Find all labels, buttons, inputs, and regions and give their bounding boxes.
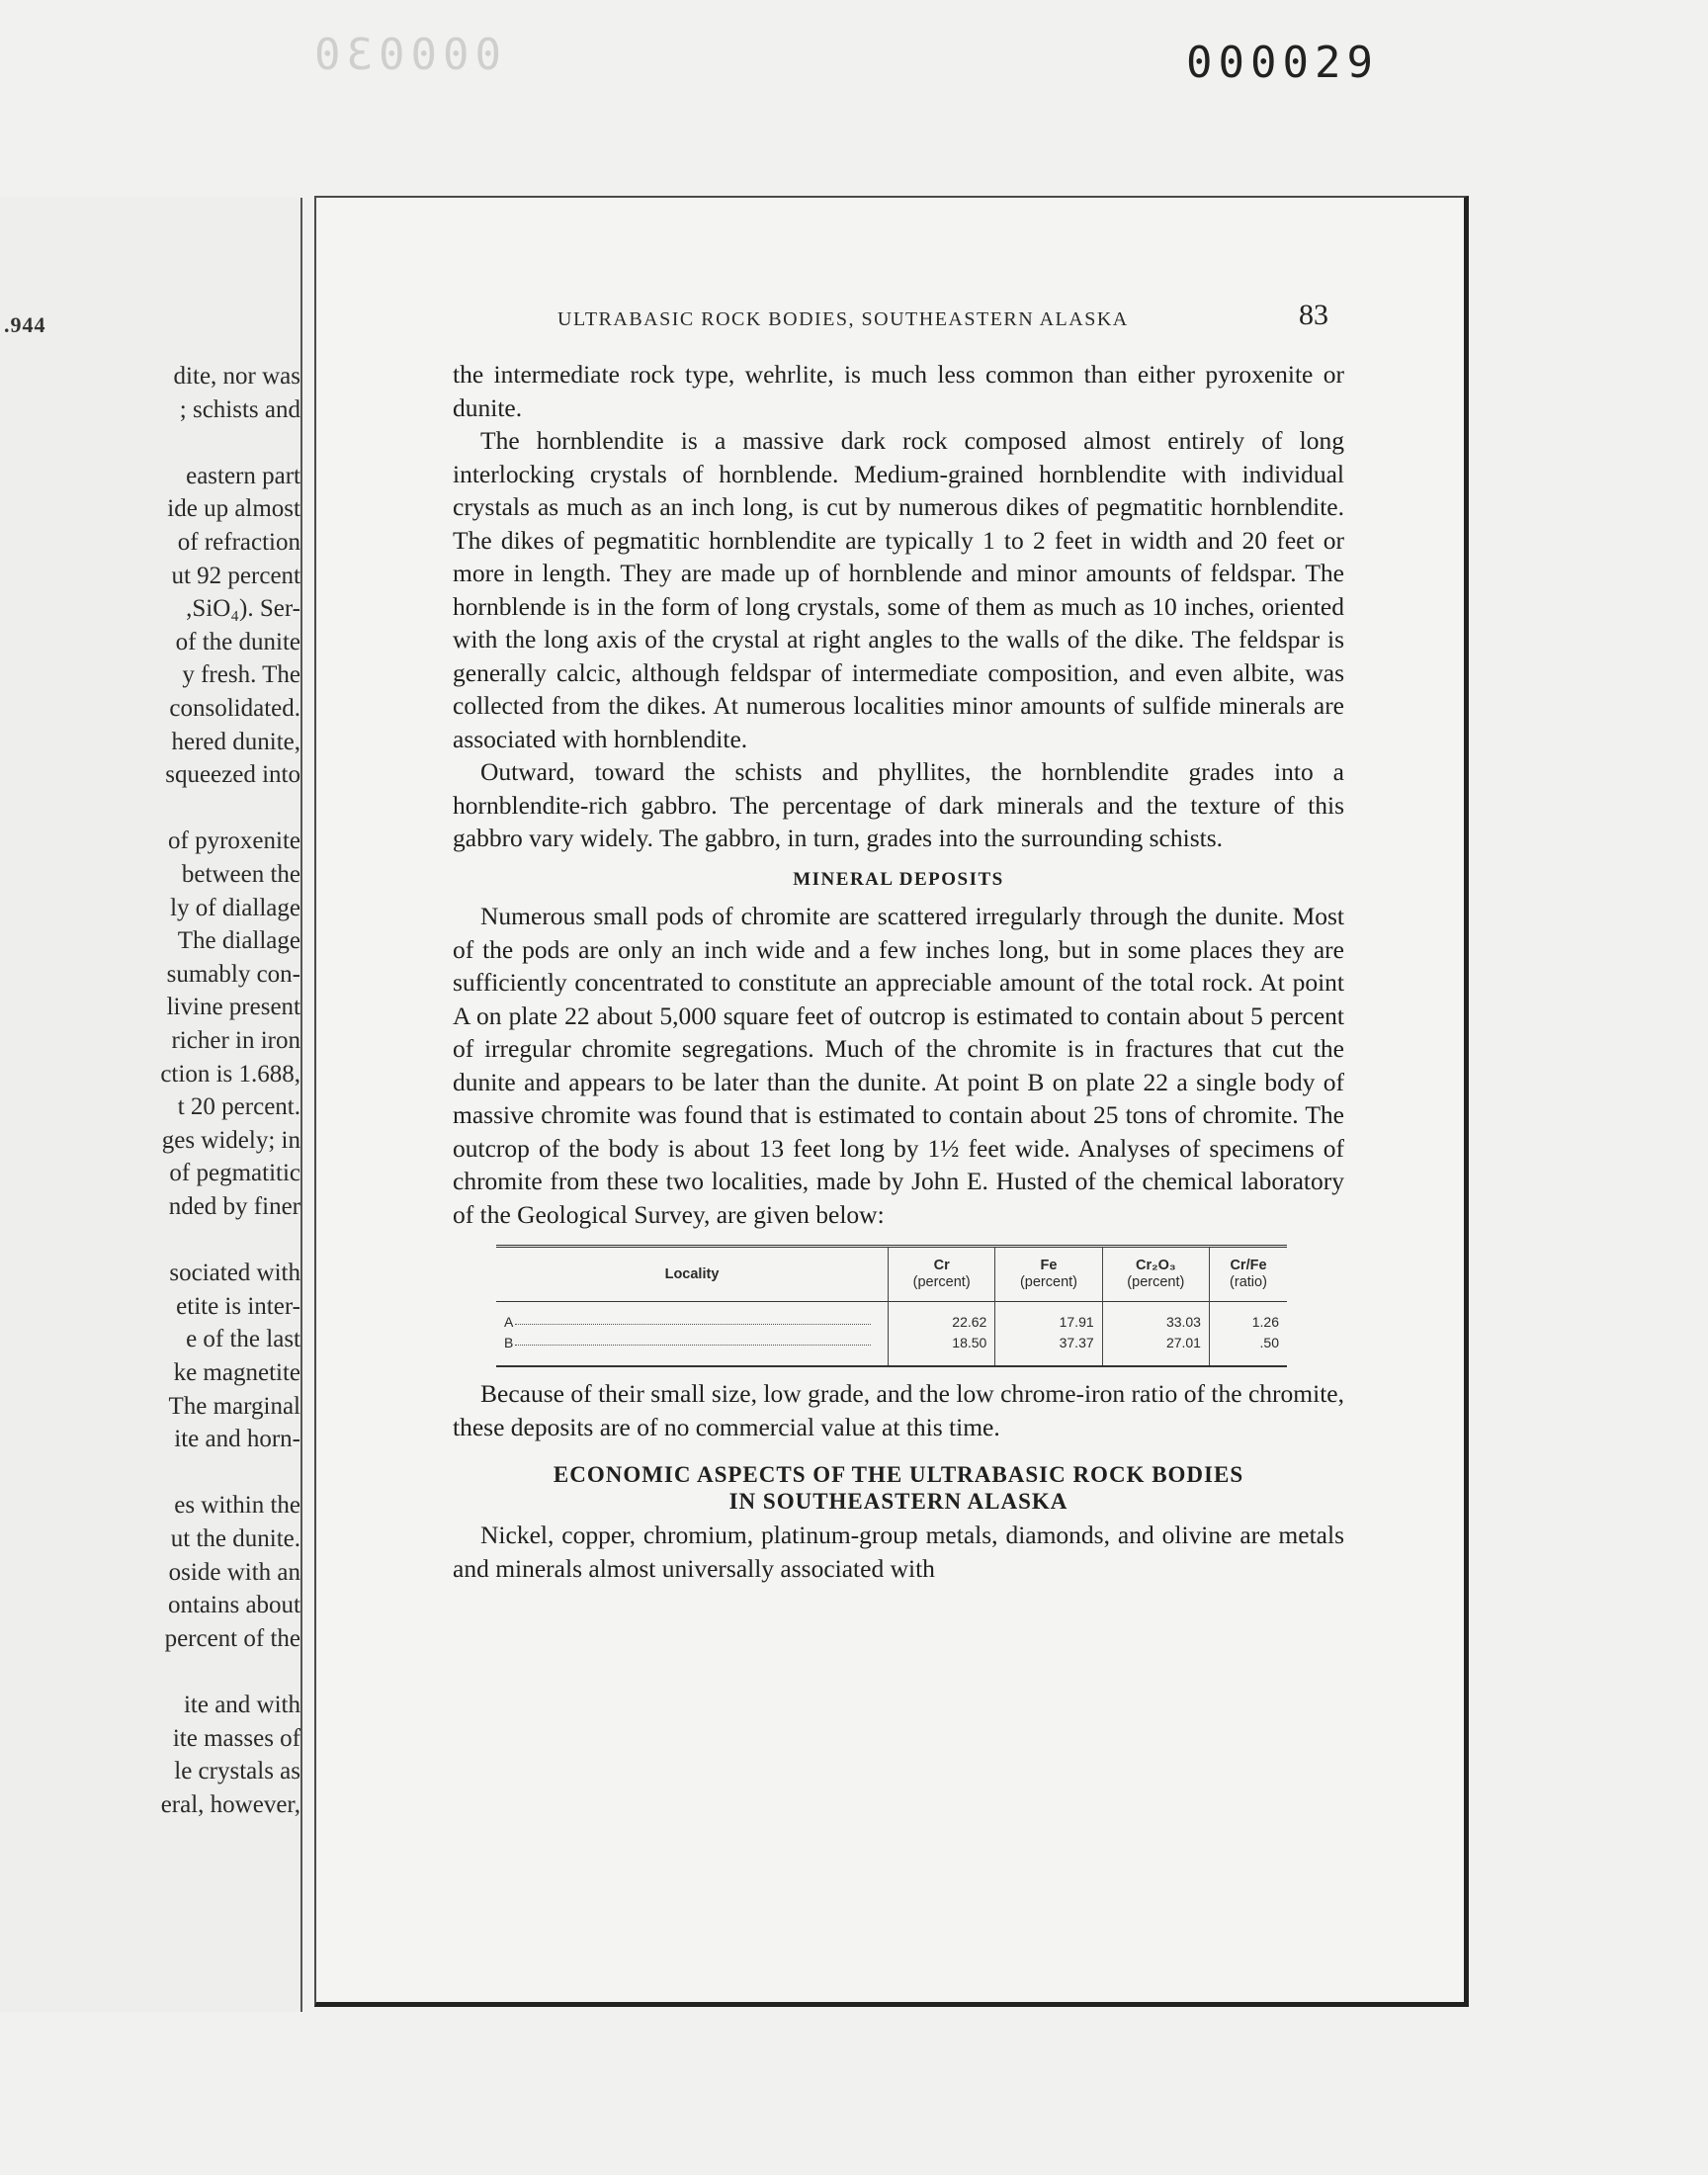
left-page-text-line: The marginal: [168, 1392, 300, 1420]
paragraph: Outward, toward the schists and phyllites, the hornblendite grades into a hornblendite-rich gabbro. The percentage of dark minerals and the texture of this gabbro vary widely. The gabbro, in turn, grades into the surrounding schists.: [453, 757, 1344, 852]
left-page-text-line: ke magnetite: [173, 1359, 300, 1386]
running-head: ULTRABASIC ROCK BODIES, SOUTHEASTERN ALASKA: [557, 308, 1129, 330]
column-header-cr: Cr (percent): [889, 1247, 995, 1302]
cell-fe: 17.91: [995, 1302, 1102, 1334]
left-page-text-line: ; schists and: [179, 395, 300, 423]
left-page-text-line: richer in iron: [171, 1027, 300, 1054]
column-header-ratio: Cr/Fe (ratio): [1209, 1247, 1287, 1302]
left-page-text-line: hered dunite,: [171, 728, 300, 755]
chromite-analyses-table: [496, 1245, 1287, 1367]
left-page-text-line: The diallage: [177, 927, 300, 955]
left-page-text-line: ction is 1.688,: [160, 1060, 300, 1088]
left-page-text-line: ut the dunite.: [170, 1525, 300, 1552]
document-page: [314, 196, 1469, 2007]
cell-cr: 18.50: [889, 1333, 995, 1366]
cell-ratio: 1.26: [1209, 1302, 1287, 1334]
ghost-page-stamp: 000030: [308, 30, 501, 80]
paragraph: the intermediate rock type, wehrlite, is much less common than either pyroxenite or dunite.: [453, 360, 1344, 422]
left-page-text-line: eastern part: [186, 462, 300, 489]
left-page-text-line: es within the: [174, 1492, 300, 1520]
cell-cr2o3: 33.03: [1102, 1302, 1209, 1334]
left-page-text-line: e of the last: [186, 1326, 300, 1353]
left-page-text-line: sociated with: [169, 1260, 300, 1287]
left-page-text-line: livine present: [166, 994, 300, 1021]
facing-left-page: [0, 198, 302, 2012]
paragraph: Numerous small pods of chromite are scattered irregularly through the dunite. Most of the pods are only an inch wide and a few inches long, but in some places they are sufficiently concentrated to constitute an appreciable amount of the total rock. At point A on plate 22 about 5,000 square feet of outcrop is estimated to contain about 5 percent of irregular chromite segregations. Much of the chromite is in fractures that cut the dunite and appears to be later than the dunite. At point B on plate 22 a single body of massive chromite was found that is estimated to contain about 25 tons of chromite. The outcrop of the body is about 13 feet long by 1½ feet wide. Analyses of specimens of chromite from these two localities, made by John E. Husted of the chemical laboratory of the Geological Survey, are given below:: [453, 902, 1344, 1229]
left-page-text-line: nded by finer: [168, 1193, 300, 1220]
column-header-locality: Locality: [664, 1265, 720, 1282]
left-page-text-line: eral, however,: [160, 1790, 300, 1818]
left-page-text-line: of pegmatitic: [169, 1160, 300, 1187]
left-page-text-line: etite is inter-: [176, 1292, 300, 1320]
left-page-text-line: oside with an: [168, 1558, 300, 1586]
left-page-text-line: ite and horn-: [174, 1426, 300, 1453]
table-header-row: [496, 1247, 1287, 1302]
left-page-text-line: ite masses of: [172, 1724, 300, 1752]
left-page-number: .944: [4, 312, 46, 337]
left-page-text-line: ly of diallage: [170, 894, 300, 921]
page-stamp-number: 000029: [1186, 38, 1379, 88]
paragraph: Nickel, copper, chromium, platinum-group metals, diamonds, and olivine are metals and minerals almost universally associated with: [453, 1521, 1344, 1583]
heading-line: IN SOUTHEASTERN ALASKA: [728, 1489, 1068, 1514]
left-page-text-line: sumably con-: [166, 960, 300, 988]
left-page-text-line: dite, nor was: [173, 363, 300, 390]
cell-cr2o3: 27.01: [1102, 1333, 1209, 1366]
column-header-cr2o3: Cr₂O₃ (percent): [1102, 1247, 1209, 1302]
left-page-text-line: consolidated.: [169, 695, 300, 722]
left-page-text-line: y fresh. The: [182, 661, 300, 689]
cell-fe: 37.37: [995, 1333, 1102, 1366]
cell-ratio: .50: [1209, 1333, 1287, 1366]
table-row: [496, 1302, 1287, 1334]
page-number: 83: [1299, 299, 1328, 331]
heading-line: ECONOMIC ASPECTS OF THE ULTRABASIC ROCK BODIES: [553, 1462, 1244, 1487]
cell-locality: A: [496, 1302, 889, 1334]
left-page-text-line: le crystals as: [174, 1758, 300, 1785]
left-page-text-line: of the dunite: [175, 628, 300, 655]
left-page-text-line: ut 92 percent: [171, 562, 300, 589]
left-page-text-line: between the: [181, 861, 300, 888]
left-page-text-line: ontains about: [167, 1592, 300, 1619]
left-page-text-line: of pyroxenite: [168, 827, 300, 855]
paragraph: Because of their small size, low grade, and the low chrome-iron ratio of the chromite, these deposits are of no commercial value at this time.: [453, 1379, 1344, 1441]
left-page-text-line: of refraction: [177, 529, 300, 556]
section-heading-mineral-deposits: MINERAL DEPOSITS: [793, 868, 1004, 890]
cell-cr: 22.62: [889, 1302, 995, 1334]
body-text: [453, 358, 1344, 1585]
left-page-text-line: ,SiO₄). Ser-: [186, 595, 300, 623]
paragraph: The hornblendite is a massive dark rock composed almost entirely of long interlocking crystals of hornblende. Medium-grained hornblendite with individual crystals as much as an inch long, is cut by numerous dikes of pegmatitic hornblendite. The dikes of pegmatitic hornblendite are typically 1 to 2 feet in width and 20 feet or more in length. They are made up of hornblende and minor amounts of feldspar. The hornblende is in the form of long crystals, some of them as much as 10 inches, oriented with the long axis of the crystal at right angles to the walls of the dike. The feldspar is generally calcic, although feldspar of intermediate composition, and even albite, was collected from the dikes. At numerous localities minor amounts of sulfide minerals are associated with hornblendite.: [453, 426, 1344, 753]
left-page-text-line: ite and with: [183, 1692, 300, 1718]
left-page-text-line: ide up almost: [167, 495, 300, 523]
column-header-fe: Fe (percent): [995, 1247, 1102, 1302]
left-page-text-line: squeezed into: [165, 761, 300, 789]
table-row: [496, 1333, 1287, 1366]
left-page-text-line: percent of the: [164, 1624, 300, 1652]
left-page-text-line: t 20 percent.: [177, 1093, 300, 1121]
cell-locality: B: [496, 1333, 889, 1366]
left-page-text-line: ges widely; in: [161, 1126, 300, 1154]
section-heading-economic-aspects: [453, 1461, 1344, 1515]
